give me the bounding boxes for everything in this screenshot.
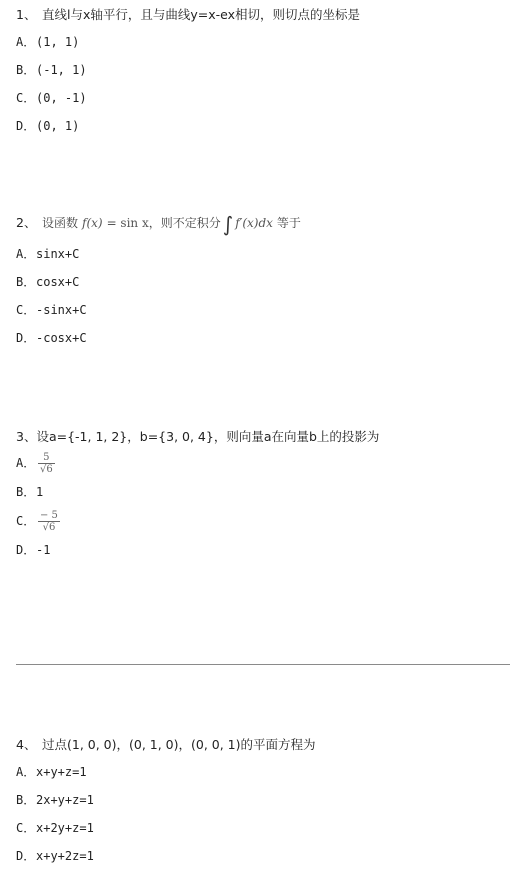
separator-line: [16, 664, 510, 665]
option-c[interactable]: C． $\frac{- 5}{√6}$: [16, 510, 58, 533]
option-a[interactable]: A．x+y+z=1: [16, 765, 87, 779]
option-b[interactable]: B．(-1, 1): [16, 63, 87, 77]
question-4: [16, 734, 316, 870]
fraction: $\frac{- 5}{√6}$: [40, 510, 58, 533]
option-d[interactable]: D．(0, 1): [16, 119, 80, 133]
option-d[interactable]: D．-cosx+C: [16, 331, 87, 345]
option-d[interactable]: D．x+y+2z=1: [16, 849, 94, 863]
integrand: f′(x)dx: [235, 216, 273, 230]
question-text-prefix: 设函数: [42, 216, 79, 230]
question-1-title: [16, 4, 360, 26]
question-text: 过点(1, 0, 0)，(0, 1, 0)，(0, 0, 1)的平面方程为: [42, 737, 316, 752]
option-c[interactable]: C．-sinx+C: [16, 303, 87, 317]
question-2-title: [16, 212, 301, 234]
question-text: 直线l与x轴平行，且与曲线y=x-ex相切，则切点的坐标是: [42, 7, 361, 22]
question-1: [16, 4, 360, 140]
question-3: [16, 426, 379, 564]
question-number: 1、: [16, 7, 37, 22]
integral-sign-icon: ∫: [222, 212, 234, 236]
option-a[interactable]: A． $\frac{5}{√6}$: [16, 452, 53, 475]
option-b[interactable]: B．1: [16, 485, 44, 499]
question-3-title: [16, 426, 379, 448]
question-text: 设a={-1, 1, 2}，b={3, 0, 4}，则向量a在向量b上的投影为: [36, 429, 380, 444]
option-a[interactable]: A．(1, 1): [16, 35, 80, 49]
function-equation: = sin x: [106, 216, 149, 230]
question-number: 4、: [16, 737, 37, 752]
option-b[interactable]: B．cosx+C: [16, 275, 80, 289]
option-c[interactable]: C．x+2y+z=1: [16, 821, 94, 835]
question-number: 3、: [16, 429, 37, 444]
option-c[interactable]: C．(0, -1): [16, 91, 87, 105]
function-fx: f(x): [82, 216, 103, 230]
question-text-suffix: 等于: [276, 216, 301, 230]
option-b[interactable]: B．2x+y+z=1: [16, 793, 94, 807]
question-text-mid: ，则不定积分: [148, 216, 221, 230]
question-4-title: [16, 734, 316, 756]
fraction: $\frac{5}{√6}$: [40, 452, 53, 475]
option-d[interactable]: D．-1: [16, 543, 51, 557]
question-2: [16, 212, 301, 352]
option-a[interactable]: A．sinx+C: [16, 247, 80, 261]
question-number: 2、: [16, 215, 37, 230]
